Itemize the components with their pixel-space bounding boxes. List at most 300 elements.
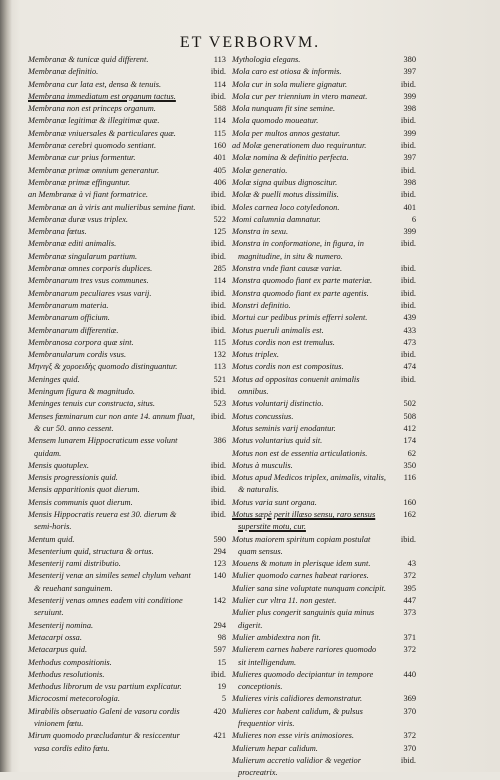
index-entry-page: ibid.: [210, 473, 226, 483]
index-entry-page: ibid.: [210, 497, 226, 507]
index-entry: [232, 54, 416, 66]
index-entry: [232, 115, 416, 127]
index-entry: [28, 706, 226, 731]
index-entry-text: Membranæ duræ vsus triplex.: [28, 214, 129, 224]
index-entry-text: Mola per multos annos gestatur.: [232, 128, 341, 138]
index-entry: [28, 152, 226, 164]
index-entry-text: Mola cur per triennium in vtero maneat.: [232, 91, 368, 101]
index-entry-page: 350: [403, 460, 416, 470]
index-entry-text: Mensis progressionis quid.: [28, 473, 118, 483]
index-entry-text: Molæ & puelli motus dissimilis.: [232, 190, 339, 200]
index-entry-text: Membranarum peculiares vsus varij.: [28, 288, 152, 298]
index-entry-page: 125: [213, 227, 226, 237]
index-entry: [232, 755, 416, 780]
index-entry-text: Membranæ cur prius formentur.: [28, 153, 136, 163]
index-entry-page: 447: [403, 596, 416, 606]
index-entry-page: ibid.: [400, 350, 416, 360]
index-entry-text: Monstra in sexu.: [232, 227, 289, 237]
index-entry-page: 373: [403, 608, 416, 618]
index-entry-text: Motus à musculis.: [232, 460, 293, 470]
index-entry-text: Molæ signa quibus dignoscitur.: [232, 177, 338, 187]
index-entry: [28, 54, 226, 66]
index-entry-page: 115: [213, 128, 226, 138]
index-entry-text: Motus cordis non est tremulus.: [232, 337, 335, 347]
index-entry: [28, 251, 226, 263]
index-entry-page: ibid.: [400, 141, 416, 151]
index-entry-page: ibid.: [210, 239, 226, 249]
index-entry-text: Mortui cur pedibus primis efferri solent.: [232, 313, 368, 323]
index-entry-page: 433: [403, 325, 416, 335]
index-entry: [232, 595, 416, 607]
index-entry-page: 473: [403, 337, 416, 347]
index-entry: [28, 189, 226, 201]
index-entry: [232, 189, 416, 201]
index-entry: [28, 374, 226, 386]
index-entry-page: ibid.: [210, 67, 226, 77]
index-entry: [28, 300, 226, 312]
index-entry-text: Mulieres viris calidiores demonstratur.: [232, 694, 363, 704]
index-entry-page: 474: [403, 362, 416, 372]
index-entry: [28, 361, 226, 373]
index-entry: [28, 669, 226, 681]
index-entry-text: Mensis apparitionis quot dierum.: [28, 485, 140, 495]
index-entry-page: ibid.: [400, 288, 416, 298]
index-entry-page: 508: [403, 411, 416, 421]
index-column-left: [28, 54, 226, 755]
index-entry: [232, 226, 416, 238]
index-entry-text: Mulierum hepar calidum.: [232, 743, 318, 753]
index-entry: [28, 546, 226, 558]
index-entry: [232, 706, 416, 731]
index-entry: [232, 128, 416, 140]
index-entry: [232, 312, 416, 324]
index-entry-page: 597: [213, 645, 226, 655]
index-entry-text: Mola cur in sola muliere gignatur.: [232, 79, 348, 89]
index-entry-page: ibid.: [210, 485, 226, 495]
index-entry-text: Meninges tenuis cur constructa, situs.: [28, 399, 156, 409]
index-entry: [28, 226, 226, 238]
index-entry: [28, 312, 226, 324]
index-entry-text: Membranularum cordis vsus.: [28, 350, 127, 360]
index-entry-page: 115: [213, 337, 226, 347]
index-entry-page: 98: [217, 632, 226, 642]
index-entry-text: Mulier plus congerit sanguinis quia minus digerit.: [232, 608, 375, 630]
index-entry: [28, 681, 226, 693]
index-entry-text: Motus cordis non est compositus.: [232, 362, 344, 372]
index-entry-text: Motus seminis varij enodantur.: [232, 423, 336, 433]
index-entry: [232, 435, 416, 447]
index-entry-page: ibid.: [210, 300, 226, 310]
index-entry: [28, 472, 226, 484]
index-entry-page: ibid.: [210, 251, 226, 261]
index-entry: [232, 374, 416, 399]
index-entry-text: Mulierum accretio validior & vegetior procreatrix.: [232, 755, 362, 778]
index-entry-text: Membranosa corpora quæ sint.: [28, 337, 134, 347]
index-entry-page: 162: [403, 509, 416, 519]
index-entry: [28, 177, 226, 189]
index-entry-page: 113: [213, 362, 226, 372]
index-entry: [28, 484, 226, 496]
index-entry-text: Mentum quid.: [28, 534, 75, 544]
index-entry: [232, 361, 416, 373]
index-entry: [28, 214, 226, 226]
index-entry-page: 380: [403, 55, 416, 64]
index-entry: [232, 275, 416, 287]
index-entry-page: ibid.: [400, 116, 416, 126]
index-entry-page: 132: [213, 350, 226, 360]
index-entry: [28, 202, 226, 214]
index-entry: [232, 103, 416, 115]
index-entry: [28, 91, 226, 103]
index-entry-text: Mola nunquam fit sine semine.: [232, 104, 336, 114]
index-entry-text: Membrana non est princeps organum.: [28, 104, 156, 114]
index-entry-text: Moles carnea loco cotyledonon.: [232, 202, 340, 212]
index-entry-page: ibid.: [210, 202, 226, 212]
index-entry-page: ibid.: [400, 165, 416, 175]
index-entry: [232, 607, 416, 632]
index-entry-text: Mulieres quomodo decipiantur in tempore conceptionis.: [232, 669, 374, 692]
index-entry: [232, 509, 416, 534]
index-entry-page: 123: [213, 559, 226, 569]
index-entry: [28, 349, 226, 361]
index-entry: [28, 288, 226, 300]
index-entry-text: Mesenterij nomina.: [28, 620, 94, 630]
index-entry-page: 440: [403, 669, 416, 679]
index-entry: [28, 534, 226, 546]
index-entry-text: Monstra quomodo fiant ex parte agentis.: [232, 288, 369, 298]
index-entry: [28, 325, 226, 337]
index-entry-text: Mythologia elegans.: [232, 55, 301, 64]
index-entry-page: 43: [407, 559, 416, 569]
index-entry: [232, 583, 416, 595]
index-entry-page: 439: [403, 313, 416, 323]
index-entry: [28, 263, 226, 275]
index-entry: [232, 79, 416, 91]
index-entry-page: ibid.: [210, 669, 226, 679]
index-entry-page: 371: [403, 632, 416, 642]
index-entry-text: Monstra vnde fiant causæ variæ.: [232, 264, 343, 274]
index-entry-page: ibid.: [400, 300, 416, 310]
index-entry-page: 398: [403, 104, 416, 114]
index-entry: [232, 460, 416, 472]
index-entry-page: ibid.: [400, 276, 416, 286]
index-entry-page: 412: [403, 423, 416, 433]
index-entry: [232, 91, 416, 103]
index-entry-text: Membranæ definitio.: [28, 67, 99, 77]
index-entry-text: Membranarum officium.: [28, 313, 110, 323]
index-entry-text: Membranarum materia.: [28, 300, 109, 310]
index-entry: [232, 214, 416, 226]
index-entry-text: Membranæ legitimæ & illegitimæ quæ.: [28, 116, 160, 126]
index-entry-text: Mouens & motum in plerisque idem sunt.: [232, 559, 371, 569]
index-entry-text: Meningum figura & magnitudo.: [28, 387, 136, 397]
index-entry-page: 15: [217, 657, 226, 667]
index-entry-text: Membranæ an à viris ant mulieribus semine fiant.: [28, 202, 196, 212]
index-entry-text: Mola quomodo moueatur.: [232, 116, 319, 126]
index-entry-page: 401: [403, 202, 416, 212]
index-entry: [232, 411, 416, 423]
index-entry-page: 19: [217, 682, 226, 692]
index-entry: [232, 288, 416, 300]
index-entry-page: 370: [403, 706, 416, 716]
index-entry-text: Membranæ omnes corporis duplices.: [28, 264, 153, 274]
index-entry-text: Motus voluntarij distinctio.: [232, 399, 324, 409]
index-entry-page: 521: [213, 374, 226, 384]
index-entry-text: Metacarpus quid.: [28, 645, 88, 655]
index-entry: [232, 570, 416, 582]
index-entry-page: ibid.: [210, 190, 226, 200]
index-entry-page: ibid.: [210, 509, 226, 519]
index-entry: [28, 398, 226, 410]
index-entry-page: ibid.: [400, 264, 416, 274]
index-entry-page: ibid.: [400, 79, 416, 89]
index-entry: [28, 497, 226, 509]
index-entry: [232, 743, 416, 755]
index-entry-text: Mulieres cor habent calidum, & pulsus frequentior viris.: [232, 706, 363, 729]
index-entry: [232, 497, 416, 509]
index-entry-text: Membrana cur lata est, densa & tenuis.: [28, 79, 162, 89]
index-entry: [28, 115, 226, 127]
index-entry: [232, 730, 416, 742]
index-entry-text: Mensis communis quot dierum.: [28, 497, 133, 507]
index-entry: [232, 165, 416, 177]
index-entry: [28, 386, 226, 398]
index-entry-page: ibid.: [210, 91, 226, 101]
index-entry-text: Membranæ cerebri quomodo sentiant.: [28, 141, 157, 151]
index-entry-page: ibid.: [210, 411, 226, 421]
index-entry-text: Membranarum tres vsus communes.: [28, 276, 149, 286]
index-entry-text: Methodus resolutionis.: [28, 669, 105, 679]
index-entry-page: 5: [221, 694, 226, 704]
index-entry: [28, 79, 226, 91]
index-entry: [232, 423, 416, 435]
index-entry: [28, 595, 226, 620]
index-entry-page: 113: [213, 55, 226, 64]
index-entry: [232, 263, 416, 275]
index-entry-page: 399: [403, 227, 416, 237]
index-entry-text: Mola caro est otiosa & informis.: [232, 67, 342, 77]
index-entry-text: Motus voluntarius quid sit.: [232, 436, 323, 446]
index-entry: [28, 693, 226, 705]
index-entry-text: Methodus librorum de vsu partium explicatur.: [28, 682, 182, 692]
index-entry-page: 6: [411, 214, 416, 224]
index-entry-page: 114: [213, 116, 226, 126]
index-entry: [232, 472, 416, 497]
index-entry-page: 421: [213, 731, 226, 741]
index-entry: [28, 66, 226, 78]
index-entry-text: Metacarpi ossa.: [28, 632, 82, 642]
index-entry-text: Mensis quotuplex.: [28, 460, 89, 470]
index-entry-page: ibid.: [210, 313, 226, 323]
index-entry-text: Membranæ singularum partium.: [28, 251, 138, 261]
index-entry-page: 294: [213, 620, 226, 630]
index-entry: [28, 570, 226, 595]
index-entry-page: 395: [403, 583, 416, 593]
index-entry-page: 285: [213, 264, 226, 274]
index-entry: [232, 669, 416, 694]
index-entry-text: Mesenterij rami distributio.: [28, 559, 121, 569]
index-entry-text: Motus varia sunt organa.: [232, 497, 317, 507]
index-entry-text: Monstra in conformatione, in figura, in magnitudine, in situ & numero.: [232, 239, 364, 261]
index-entry: [232, 66, 416, 78]
index-entry-text: Motus sæpè perit illæso sensu, raro sensus superstite motu, cur.: [232, 509, 376, 532]
index-entry-text: an Membranæ à vi fiant formatrice.: [28, 190, 149, 200]
index-entry-page: 405: [213, 165, 226, 175]
index-entry-text: Momi calumnia damnatur.: [232, 214, 321, 224]
index-entry-page: 399: [403, 128, 416, 138]
index-entry-page: 386: [213, 436, 226, 446]
index-entry-text: Mirabilis obseruatio Galeni de vasoru cordis vinionem fœtu.: [28, 706, 180, 729]
index-entry-page: ibid.: [210, 325, 226, 335]
index-entry: [232, 398, 416, 410]
index-entry-text: Membranæ primæ omnium generantur.: [28, 165, 160, 175]
index-entry-text: Mulier ambidextra non fit.: [232, 632, 321, 642]
index-entry-text: Motus maiorem spiritum copiam postulat quam sensus.: [232, 534, 371, 556]
index-column-right: [232, 54, 416, 780]
index-entry-text: Motus apud Medicos triplex, animalis, vitalis, & naturalis.: [232, 473, 386, 495]
index-entry-page: 406: [213, 177, 226, 187]
index-entry: [232, 177, 416, 189]
index-entry: [232, 349, 416, 361]
index-entry-text: Membranæ vniuersales & particulares quæ.: [28, 128, 176, 138]
index-entry: [232, 632, 416, 644]
index-entry: [28, 558, 226, 570]
index-entry-page: 142: [213, 596, 226, 606]
index-entry-text: Μηνιγξ & χοροειδὴς quomodo distinguantur.: [28, 362, 178, 372]
index-entry-text: Motus ad oppositas conuenit animalis omnibus.: [232, 374, 360, 397]
index-entry-page: 397: [403, 153, 416, 163]
page-header: ET VERBORVM.: [179, 34, 321, 51]
index-entry: [232, 202, 416, 214]
index-entry-page: 114: [213, 276, 226, 286]
index-entry: [232, 325, 416, 337]
index-entry-text: Membranarum differentiæ.: [28, 325, 119, 335]
index-entry-page: 523: [213, 399, 226, 409]
index-entry-page: 294: [213, 546, 226, 556]
index-entry-text: Membrana fœtus.: [28, 227, 87, 237]
index-entry-text: Membranæ & tunicæ quid different.: [28, 55, 149, 64]
index-entry: [232, 558, 416, 570]
index-entry-text: Mensis Hippocratis reuera est 30. dierum & semi-horis.: [28, 509, 177, 532]
index-entry-text: Mensem lunarem Hippocraticum esse volunt quidam.: [28, 436, 178, 458]
index-entry-page: ibid.: [400, 374, 416, 384]
index-entry-page: 372: [403, 645, 416, 655]
index-entry-text: Membrana immediatum est organum tactus.: [28, 91, 176, 101]
index-entry-page: ibid.: [400, 239, 416, 249]
index-entry: [28, 238, 226, 250]
index-entry-page: 369: [403, 694, 416, 704]
index-entry: [232, 337, 416, 349]
index-entry-text: Motus non est de essentia articulationis.: [232, 448, 368, 458]
index-entry-page: ibid.: [400, 755, 416, 765]
index-entry-page: 160: [213, 141, 226, 151]
index-entry: [28, 632, 226, 644]
index-entry: [28, 128, 226, 140]
index-entry-text: Motus concussius.: [232, 411, 294, 421]
index-entry: [28, 620, 226, 632]
index-entry: [28, 509, 226, 534]
index-entry-page: ibid.: [210, 288, 226, 298]
index-entry-text: Mesenterij venas omnes eadem viti conditione seruiunt.: [28, 596, 183, 618]
index-entry-page: 420: [213, 706, 226, 716]
index-entry-page: 399: [403, 91, 416, 101]
index-entry-text: ad Molæ generationem duo requiruntur.: [232, 141, 367, 151]
index-entry-page: 372: [403, 731, 416, 741]
index-entry-page: 370: [403, 743, 416, 753]
index-entry-text: Mesenterium quid, structura & ortus.: [28, 546, 154, 556]
index-entry: [232, 534, 416, 559]
index-entry-page: 160: [403, 497, 416, 507]
index-entry-page: ibid.: [210, 460, 226, 470]
index-entry-text: Membranæ primæ effinguntur.: [28, 177, 131, 187]
index-entry: [232, 448, 416, 460]
index-entry: [28, 411, 226, 436]
index-entry-page: ibid.: [210, 387, 226, 397]
index-entry-page: 588: [213, 104, 226, 114]
index-entry-page: 522: [213, 214, 226, 224]
index-entry: [28, 730, 226, 755]
index-entry: [28, 644, 226, 656]
index-entry: [28, 337, 226, 349]
index-entry-text: Mulier quomodo carnes habeat rariores.: [232, 571, 369, 581]
index-entry-text: Mesenterij venæ an similes semel chylum vehant & reuehant sanguinem.: [28, 571, 191, 593]
index-entry-page: 62: [407, 448, 416, 458]
index-entry: [28, 103, 226, 115]
index-entry-page: ibid.: [400, 534, 416, 544]
index-entry-page: 114: [213, 79, 226, 89]
index-entry-text: Membranæ editi animalis.: [28, 239, 117, 249]
index-entry-text: Molæ nomina & definitio perfecta.: [232, 153, 349, 163]
index-entry: [232, 140, 416, 152]
index-entry-text: Monstra quomodo fiant ex parte materiæ.: [232, 276, 373, 286]
index-entry: [28, 460, 226, 472]
index-entry: [28, 435, 226, 460]
index-entry: [232, 693, 416, 705]
book-gutter-shadow: [0, 0, 12, 772]
index-entry-page: 398: [403, 177, 416, 187]
index-entry-page: 372: [403, 571, 416, 581]
index-entry-text: Monstri definitio.: [232, 300, 291, 310]
index-entry-page: 116: [403, 473, 416, 483]
index-entry-page: 140: [213, 571, 226, 581]
index-entry: [232, 152, 416, 164]
index-entry-text: Mulieres non esse viris animosiores.: [232, 731, 354, 741]
index-entry-page: 174: [403, 436, 416, 446]
index-entry-page: 502: [403, 399, 416, 409]
index-entry: [28, 657, 226, 669]
index-entry-text: Mulier sana sine voluptate nunquam concipit.: [232, 583, 386, 593]
index-entry-text: Menses fœminarum cur non ante 14. annum fluat, & cur 50. anno cessent.: [28, 411, 195, 433]
index-entry: [28, 275, 226, 287]
index-entry-text: Microcosmi metecorologia.: [28, 694, 120, 704]
index-entry: [232, 300, 416, 312]
index-entry-text: Methodus compositionis.: [28, 657, 112, 667]
index-entry-text: Motus pueruli animalis est.: [232, 325, 324, 335]
index-entry: [28, 165, 226, 177]
index-entry-text: Motus triplex.: [232, 350, 279, 360]
index-entry-text: Mulierem carnes habere rariores quomodo sit intelligendum.: [232, 645, 377, 667]
index-entry-text: Mulier cur vltra 11. non gestet.: [232, 596, 337, 606]
index-entry-page: 397: [403, 67, 416, 77]
index-entry-text: Molæ generatio.: [232, 165, 288, 175]
index-entry: [232, 238, 416, 263]
index-entry: [28, 140, 226, 152]
index-entry-page: ibid.: [400, 190, 416, 200]
index-entry-text: Meninges quid.: [28, 374, 80, 384]
index-entry-text: Mirum quomodo præcludantur & resiccentur vasa cordis edito fœtu.: [28, 731, 180, 753]
index-entry-page: 401: [213, 153, 226, 163]
index-entry: [232, 644, 416, 669]
